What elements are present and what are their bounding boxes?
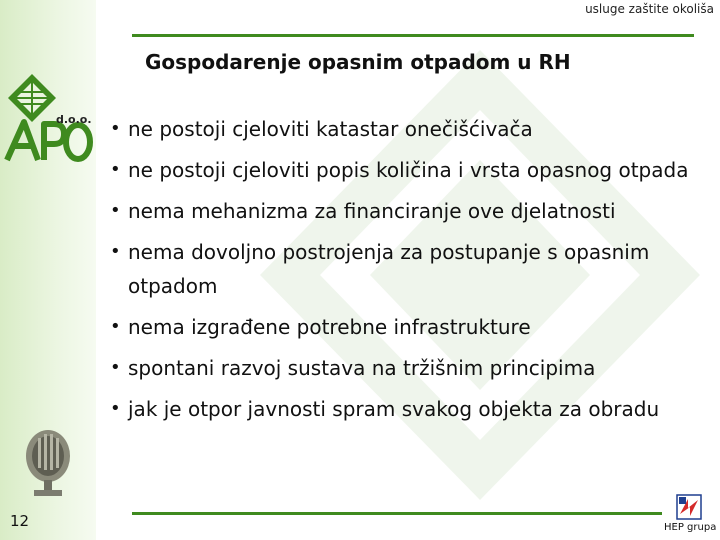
bullet-icon: • [110,357,121,378]
bullet-item [108,351,708,385]
bullet-item [108,112,708,146]
bullet-text: ne postoji cjeloviti katastar onečišćivača [128,117,533,141]
bullet-text: nema izgrađene potrebne infrastrukture [128,315,531,339]
bullet-text: jak je otpor javnosti spram svakog objekta za obradu [128,397,660,421]
partner-name: HEP grupa [664,522,717,533]
hep-logo-icon [676,494,702,520]
bullet-icon: • [110,200,121,221]
bullet-list [108,112,708,433]
logo-suffix: d.o.o. [56,113,92,126]
bullet-item [108,310,708,344]
bullet-text: ne postoji cjeloviti popis količina i vrsta opasnog otpada [128,158,689,182]
bullet-text: nema mehanizma za financiranje ove djelatnosti [128,199,616,223]
bullet-item [108,235,708,303]
page-number: 12 [10,512,30,530]
bottom-divider [132,512,662,515]
top-divider [132,34,694,37]
bullet-icon: • [110,118,121,139]
bullet-item [108,153,708,187]
bullet-item [108,392,708,426]
sculpture-icon [22,420,74,500]
bullet-text: spontani razvoj sustava na tržišnim principima [128,356,596,380]
bullet-text: nema dovoljno postrojenja za postupanje s opasnim otpadom [128,240,650,298]
bullet-icon: • [110,398,121,419]
bullet-icon: • [110,241,121,262]
bullet-icon: • [110,159,121,180]
slide-title: Gospodarenje opasnim otpadom u RH [145,50,571,74]
bullet-icon: • [110,316,121,337]
bullet-item [108,194,708,228]
header-tagline: usluge zaštite okoliša [585,2,714,16]
